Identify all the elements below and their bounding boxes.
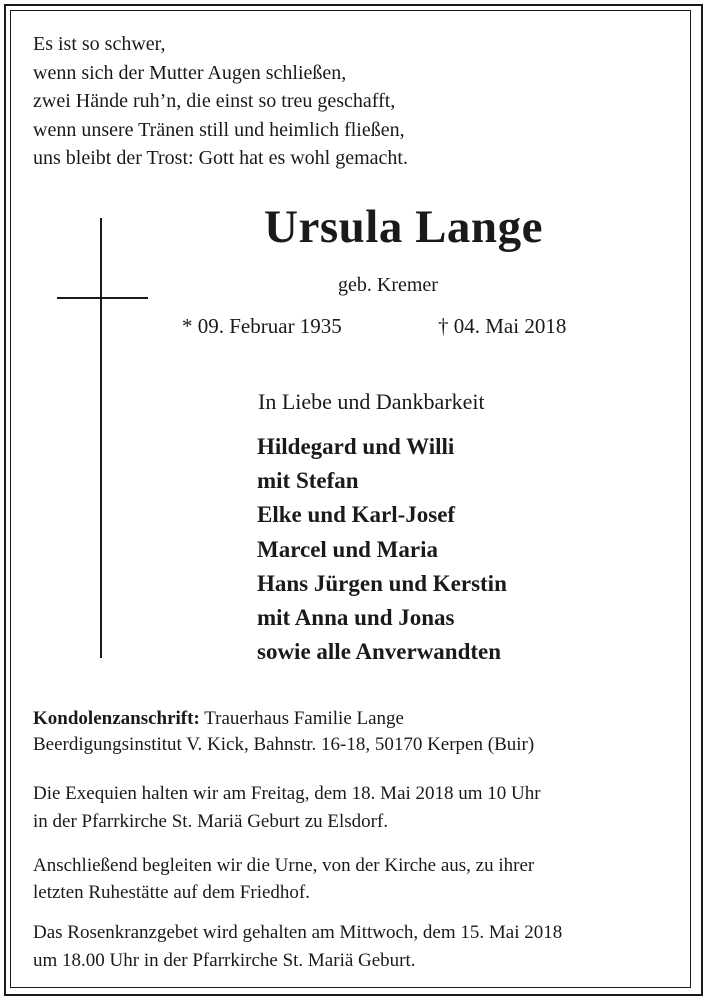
poem (33, 30, 408, 173)
rosenkranz-paragraph (33, 919, 562, 975)
mourner-line: Elke und Karl-Josef (257, 502, 456, 528)
urne-paragraph (33, 852, 534, 906)
condolence-label: Kondolenzanschrift: (33, 708, 200, 729)
poem-line: uns bleibt der Trost: Gott hat es wohl gemacht. (33, 147, 408, 169)
exequien-paragraph (33, 780, 541, 836)
mourner-line: mit Anna und Jonas (257, 604, 455, 630)
condolence-address (33, 706, 534, 758)
paragraph-line: Die Exequien halten wir am Freitag, dem 18. Mai 2018 um 10 Uhr (33, 783, 541, 804)
poem-line: zwei Hände ruh’n, die einst so treu geschafft, (33, 90, 396, 112)
death-date: † 04. Mai 2018 (438, 314, 567, 338)
mourner-line: sowie alle Anverwandten (257, 639, 502, 665)
maiden-name: geb. Kremer (338, 274, 438, 296)
condolence-house: Trauerhaus Familie Lange (199, 708, 404, 729)
condolence-institute: Beerdigungsinstitut V. Kick, Bahnstr. 16-18, 50170 Kerpen (Buir) (33, 734, 535, 755)
mourner-line: mit Stefan (257, 468, 359, 494)
mourner-line: Hildegard und Willi (257, 434, 455, 459)
cross-icon-vertical (100, 218, 102, 658)
paragraph-line: um 18.00 Uhr in der Pfarrkirche St. Mariä Geburt. (33, 950, 416, 971)
paragraph-line: in der Pfarrkirche St. Mariä Geburt zu Elsdorf. (33, 811, 389, 832)
mourner-line: Hans Jürgen und Kerstin (257, 570, 507, 596)
cross-icon-horizontal (57, 297, 148, 299)
gratitude-line: In Liebe und Dankbarkeit (258, 389, 485, 414)
mourners-list (257, 430, 507, 669)
paragraph-line: Anschließend begleiten wir die Urne, von der Kirche aus, zu ihrer (33, 855, 535, 876)
mourner-line: Marcel und Maria (257, 536, 438, 562)
poem-line: wenn unsere Tränen still und heimlich fließen, (33, 118, 405, 141)
poem-line: wenn sich der Mutter Augen schließen, (33, 61, 347, 84)
deceased-name: Ursula Lange (264, 201, 543, 253)
birth-date: * 09. Februar 1935 (182, 314, 342, 338)
poem-line: Es ist so schwer, (33, 33, 166, 55)
paragraph-line: Das Rosenkranzgebet wird gehalten am Mittwoch, dem 15. Mai 2018 (33, 922, 563, 943)
paragraph-line: letzten Ruhestätte auf dem Friedhof. (33, 882, 310, 903)
